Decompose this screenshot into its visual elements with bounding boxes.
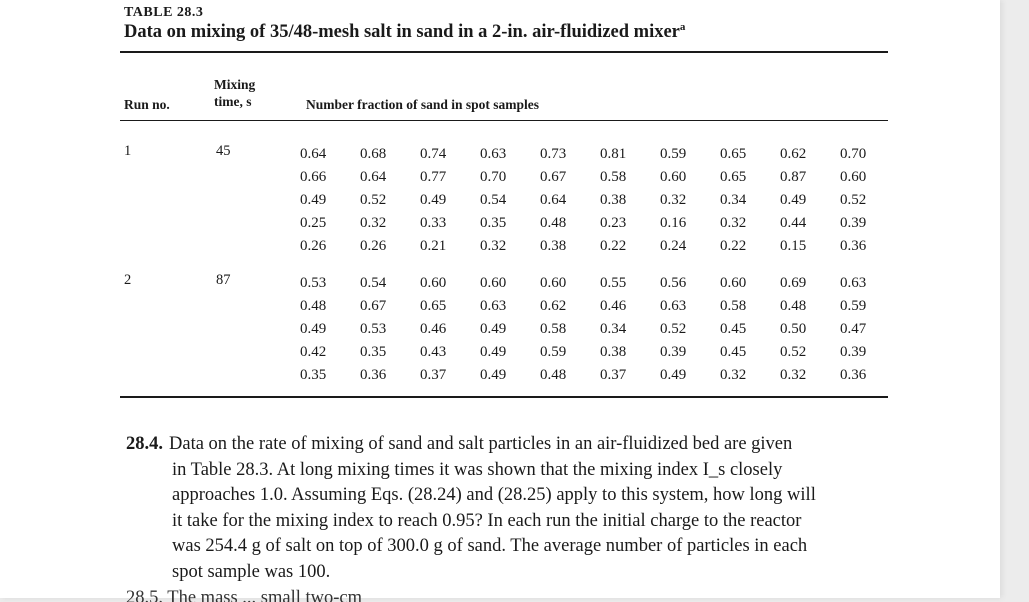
sample-cell: 0.42 <box>300 344 327 360</box>
problem-line-5: was 254.4 g of salt on top of 300.0 g of sand. The average number of particles in each <box>172 536 808 556</box>
sample-cell: 0.60 <box>660 169 687 185</box>
sample-cell: 0.49 <box>480 321 507 337</box>
sample-row <box>300 165 900 188</box>
sample-row <box>300 142 900 165</box>
sample-cell: 0.69 <box>780 275 807 291</box>
sample-cell: 0.54 <box>360 275 387 291</box>
sample-cell: 0.48 <box>300 298 327 314</box>
sample-cell: 0.59 <box>540 344 567 360</box>
sample-cell: 0.58 <box>720 298 747 314</box>
sample-cell: 0.68 <box>360 146 387 162</box>
problem-number: 28.4. <box>126 434 163 454</box>
sample-cell: 0.43 <box>420 344 447 360</box>
sample-cell: 0.38 <box>600 192 627 208</box>
problem-line-2: in Table 28.3. At long mixing times it was shown that the mixing index I_s closely <box>172 459 783 480</box>
sample-cell: 0.32 <box>720 367 747 383</box>
sample-cell: 0.22 <box>600 238 627 254</box>
sample-cell: 0.24 <box>660 238 687 254</box>
sample-cell: 0.16 <box>660 215 687 231</box>
sample-cell: 0.77 <box>420 169 447 185</box>
sample-cell: 0.22 <box>720 238 747 254</box>
run-1-sample-grid <box>300 142 900 257</box>
sample-cell: 0.60 <box>840 169 867 185</box>
table-header-rule <box>120 120 888 121</box>
sample-cell: 0.56 <box>660 275 687 291</box>
sample-cell: 0.34 <box>600 321 627 337</box>
problem-line-4: it take for the mixing index to reach 0.95? In each run the initial charge to the reactor <box>172 510 802 531</box>
sample-cell: 0.52 <box>360 192 387 208</box>
sample-cell: 0.70 <box>840 146 867 162</box>
sample-row <box>300 340 900 363</box>
sample-cell: 0.60 <box>540 275 567 291</box>
sample-cell: 0.59 <box>660 146 687 162</box>
sample-cell: 0.62 <box>540 298 567 314</box>
sample-cell: 0.59 <box>840 298 867 314</box>
table-caption-text: Data on mixing of 35/48-mesh salt in sand in a 2-in. air-fluidized mixer <box>124 22 680 43</box>
run-1-number: 1 <box>124 143 132 159</box>
header-mixing-time-line1: Mixing <box>214 77 256 92</box>
sample-cell: 0.36 <box>360 367 387 383</box>
sample-cell: 0.64 <box>360 169 387 185</box>
sample-cell: 0.54 <box>480 192 507 208</box>
sample-cell: 0.45 <box>720 344 747 360</box>
sample-cell: 0.48 <box>540 215 567 231</box>
sample-row <box>300 271 900 294</box>
problem-line-3: approaches 1.0. Assuming Eqs. (28.24) and (28.25) apply to this system, how long will <box>172 485 816 505</box>
sample-cell: 0.58 <box>600 169 627 185</box>
problem-28-4 <box>126 432 946 585</box>
sample-cell: 0.46 <box>420 321 447 337</box>
sample-cell: 0.36 <box>840 367 867 383</box>
sample-cell: 0.49 <box>780 192 807 208</box>
sample-cell: 0.49 <box>480 367 507 383</box>
sample-row <box>300 294 900 317</box>
sample-cell: 0.58 <box>540 321 567 337</box>
sample-cell: 0.55 <box>600 275 627 291</box>
sample-cell: 0.63 <box>660 298 687 314</box>
sample-cell: 0.67 <box>360 298 387 314</box>
sample-cell: 0.39 <box>840 215 867 231</box>
sample-row <box>300 211 900 234</box>
header-mixing-time-line2: time, s <box>214 94 252 109</box>
sample-cell: 0.49 <box>300 192 327 208</box>
sample-cell: 0.35 <box>300 367 327 383</box>
sample-cell: 0.21 <box>420 238 447 254</box>
problem-line-1-text: Data on the rate of mixing of sand and salt particles in an air-fluidized bed are given <box>169 434 793 454</box>
sample-cell: 0.47 <box>840 321 867 337</box>
sample-cell: 0.70 <box>480 169 507 185</box>
sample-cell: 0.66 <box>300 169 327 185</box>
sample-cell: 0.49 <box>300 321 327 337</box>
problem-line-6: spot sample was 100. <box>172 561 331 582</box>
sample-cell: 0.53 <box>300 275 327 291</box>
sample-cell: 0.65 <box>720 146 747 162</box>
sample-cell: 0.65 <box>420 298 447 314</box>
sample-cell: 0.26 <box>300 238 327 254</box>
sample-cell: 0.64 <box>300 146 327 162</box>
sample-cell: 0.46 <box>600 298 627 314</box>
sample-cell: 0.25 <box>300 215 327 231</box>
sample-cell: 0.60 <box>420 275 447 291</box>
sample-cell: 0.45 <box>720 321 747 337</box>
sample-cell: 0.60 <box>720 275 747 291</box>
sample-row <box>300 317 900 340</box>
run-2-sample-grid <box>300 271 900 386</box>
sample-cell: 0.38 <box>600 344 627 360</box>
table-label: TABLE 28.3 <box>124 5 204 20</box>
run-1-time: 45 <box>216 143 231 159</box>
sample-cell: 0.44 <box>780 215 807 231</box>
sample-cell: 0.38 <box>540 238 567 254</box>
sample-cell: 0.26 <box>360 238 387 254</box>
sample-cell: 0.67 <box>540 169 567 185</box>
sample-cell: 0.50 <box>780 321 807 337</box>
sample-cell: 0.32 <box>780 367 807 383</box>
sample-row <box>300 188 900 211</box>
sample-cell: 0.64 <box>540 192 567 208</box>
sample-cell: 0.52 <box>660 321 687 337</box>
sample-cell: 0.32 <box>480 238 507 254</box>
sample-cell: 0.34 <box>720 192 747 208</box>
sample-cell: 0.39 <box>840 344 867 360</box>
sample-cell: 0.62 <box>780 146 807 162</box>
sample-cell: 0.37 <box>600 367 627 383</box>
sample-cell: 0.65 <box>720 169 747 185</box>
header-mixing-time <box>214 76 255 110</box>
sample-cell: 0.63 <box>480 298 507 314</box>
sample-cell: 0.63 <box>480 146 507 162</box>
sample-cell: 0.63 <box>840 275 867 291</box>
sample-cell: 0.48 <box>540 367 567 383</box>
sample-cell: 0.87 <box>780 169 807 185</box>
header-run-no: Run no. <box>124 97 170 112</box>
sample-cell: 0.32 <box>660 192 687 208</box>
sample-cell: 0.23 <box>600 215 627 231</box>
sample-cell: 0.81 <box>600 146 627 162</box>
table-caption <box>124 21 685 43</box>
sample-cell: 0.39 <box>660 344 687 360</box>
run-2-number: 2 <box>124 272 132 288</box>
table-top-rule <box>120 51 888 53</box>
sample-cell: 0.48 <box>780 298 807 314</box>
sample-cell: 0.49 <box>660 367 687 383</box>
table-bottom-rule <box>120 396 888 398</box>
sample-cell: 0.35 <box>480 215 507 231</box>
sample-cell: 0.49 <box>420 192 447 208</box>
sample-cell: 0.52 <box>840 192 867 208</box>
sample-cell: 0.60 <box>480 275 507 291</box>
header-number-fraction: Number fraction of sand in spot samples <box>306 97 540 112</box>
sample-cell: 0.36 <box>840 238 867 254</box>
sample-cell: 0.52 <box>780 344 807 360</box>
sample-cell: 0.32 <box>360 215 387 231</box>
run-2-time: 87 <box>216 272 231 288</box>
sample-row <box>300 363 900 386</box>
sample-cell: 0.74 <box>420 146 447 162</box>
sample-cell: 0.53 <box>360 321 387 337</box>
sample-row <box>300 234 900 257</box>
sample-cell: 0.33 <box>420 215 447 231</box>
sample-cell: 0.49 <box>480 344 507 360</box>
next-problem-cut-off: 28.5. The mass ... small two-cm <box>126 588 363 602</box>
sample-cell: 0.37 <box>420 367 447 383</box>
problem-line-1 <box>126 432 946 458</box>
sample-cell: 0.32 <box>720 215 747 231</box>
caption-footnote-mark: a <box>679 21 686 33</box>
sample-cell: 0.73 <box>540 146 567 162</box>
sample-cell: 0.35 <box>360 344 387 360</box>
sample-cell: 0.15 <box>780 238 807 254</box>
